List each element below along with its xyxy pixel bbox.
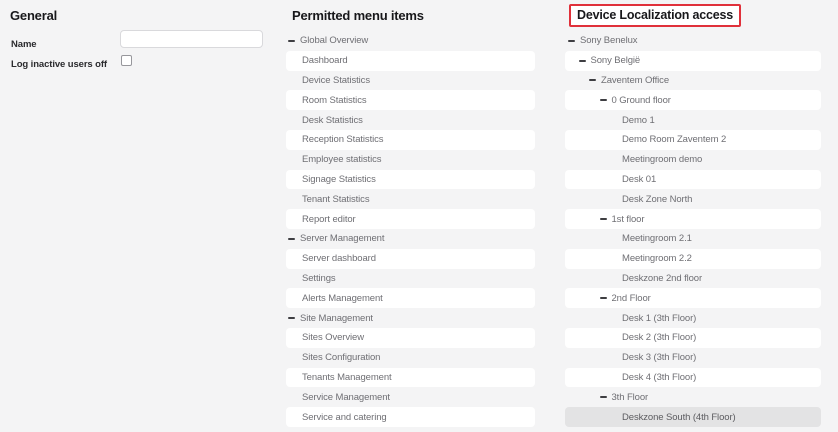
location-label: Zaventem Office	[601, 74, 670, 86]
menu-item-row[interactable]	[286, 269, 535, 289]
location-label: Sony Benelux	[580, 35, 638, 47]
menu-item-label: Service Management	[302, 391, 390, 403]
menu-item-label: Global Overview	[300, 35, 369, 47]
menu-item-label: Employee statistics	[302, 154, 382, 166]
device-access-title-highlight-box	[569, 4, 741, 27]
collapse-minus-icon[interactable]	[600, 99, 607, 101]
menu-item-row[interactable]	[286, 368, 535, 388]
location-label: Meetingroom 2.1	[622, 233, 692, 245]
location-label: Deskzone 2nd floor	[622, 272, 703, 284]
location-row[interactable]	[565, 269, 821, 289]
collapse-minus-icon[interactable]	[589, 79, 596, 81]
menu-item-label: Dashboard	[302, 55, 348, 67]
location-label: Meetingroom demo	[622, 154, 703, 166]
menu-item-label: Settings	[302, 272, 336, 284]
collapse-minus-icon[interactable]	[579, 60, 586, 62]
collapse-minus-icon[interactable]	[288, 317, 295, 319]
location-row[interactable]	[565, 249, 821, 269]
location-row[interactable]	[565, 31, 821, 51]
menu-item-row[interactable]	[286, 170, 535, 190]
menu-item-row[interactable]	[286, 31, 535, 51]
collapse-minus-icon[interactable]	[288, 40, 295, 42]
name-field-row	[10, 30, 260, 50]
menu-item-row[interactable]	[286, 407, 535, 427]
location-label: 1st floor	[611, 213, 645, 225]
location-row[interactable]	[565, 150, 821, 170]
location-row[interactable]	[565, 308, 821, 328]
location-label: Sony België	[590, 55, 641, 67]
menu-item-label: Site Management	[300, 312, 373, 324]
menu-item-row[interactable]	[286, 288, 535, 308]
menu-item-label: Server Management	[300, 233, 385, 245]
menu-item-label: Alerts Management	[302, 292, 383, 304]
menu-item-row[interactable]	[286, 249, 535, 269]
menu-item-row[interactable]	[286, 328, 535, 348]
location-label: 3th Floor	[611, 391, 649, 403]
location-row[interactable]	[565, 189, 821, 209]
menu-item-row[interactable]	[286, 387, 535, 407]
menu-item-row[interactable]	[286, 130, 535, 150]
collapse-minus-icon[interactable]	[600, 218, 607, 220]
location-label: Demo Room Zaventem 2	[622, 134, 727, 146]
menu-item-row[interactable]	[286, 189, 535, 209]
location-row[interactable]	[565, 90, 821, 110]
menu-item-row[interactable]	[286, 90, 535, 110]
permitted-menu-title: Permitted menu items	[292, 8, 424, 23]
collapse-minus-icon[interactable]	[600, 396, 607, 398]
location-row[interactable]	[565, 348, 821, 368]
location-row[interactable]	[565, 51, 821, 71]
location-label: Deskzone South (4th Floor)	[622, 411, 736, 423]
menu-item-label: Desk Statistics	[302, 114, 363, 126]
menu-item-row[interactable]	[286, 308, 535, 328]
menu-item-row[interactable]	[286, 51, 535, 71]
menu-item-row[interactable]	[286, 209, 535, 229]
menu-item-label: Sites Configuration	[302, 352, 381, 364]
log-inactive-users-label: Log inactive users off	[11, 59, 107, 70]
location-label: Desk 3 (3th Floor)	[622, 352, 697, 364]
menu-item-label: Room Statistics	[302, 94, 367, 106]
collapse-minus-icon[interactable]	[600, 297, 607, 299]
location-row[interactable]	[565, 368, 821, 388]
general-section-title: General	[10, 8, 58, 23]
menu-item-label: Signage Statistics	[302, 173, 376, 185]
log-inactive-field-row	[10, 55, 260, 71]
menu-item-row[interactable]	[286, 110, 535, 130]
menu-item-label: Tenant Statistics	[302, 193, 370, 205]
collapse-minus-icon[interactable]	[288, 238, 295, 240]
name-label: Name	[11, 39, 37, 50]
device-access-title: Device Localization access	[577, 8, 733, 22]
location-row[interactable]	[565, 71, 821, 91]
location-label: Desk 1 (3th Floor)	[622, 312, 697, 324]
location-label: 0 Ground floor	[611, 94, 671, 106]
location-label: Desk Zone North	[622, 193, 693, 205]
location-row[interactable]	[565, 288, 821, 308]
device-access-tree	[565, 31, 821, 427]
location-label: Desk 01	[622, 173, 657, 185]
location-row[interactable]	[565, 328, 821, 348]
menu-item-label: Device Statistics	[302, 74, 370, 86]
location-label: Desk 2 (3th Floor)	[622, 332, 697, 344]
location-label: 2nd Floor	[611, 292, 651, 304]
location-row[interactable]	[565, 387, 821, 407]
collapse-minus-icon[interactable]	[568, 40, 575, 42]
menu-item-row[interactable]	[286, 229, 535, 249]
menu-item-label: Service and catering	[302, 411, 387, 423]
location-row[interactable]	[565, 110, 821, 130]
log-inactive-users-checkbox[interactable]	[121, 55, 132, 66]
name-input[interactable]	[120, 30, 263, 48]
menu-item-label: Report editor	[302, 213, 356, 225]
menu-item-label: Server dashboard	[302, 253, 376, 265]
general-section	[10, 8, 260, 70]
location-label: Desk 4 (3th Floor)	[622, 371, 697, 383]
menu-item-row[interactable]	[286, 71, 535, 91]
location-row[interactable]	[565, 130, 821, 150]
menu-item-label: Tenants Management	[302, 371, 392, 383]
location-row[interactable]	[565, 209, 821, 229]
location-row[interactable]	[565, 407, 821, 427]
location-label: Demo 1	[622, 114, 655, 126]
menu-item-label: Reception Statistics	[302, 134, 384, 146]
menu-item-label: Sites Overview	[302, 332, 364, 344]
location-row[interactable]	[565, 229, 821, 249]
location-label: Meetingroom 2.2	[622, 253, 692, 265]
menu-item-row[interactable]	[286, 150, 535, 170]
location-row[interactable]	[565, 170, 821, 190]
permitted-menu-tree	[286, 31, 535, 427]
menu-item-row[interactable]	[286, 348, 535, 368]
